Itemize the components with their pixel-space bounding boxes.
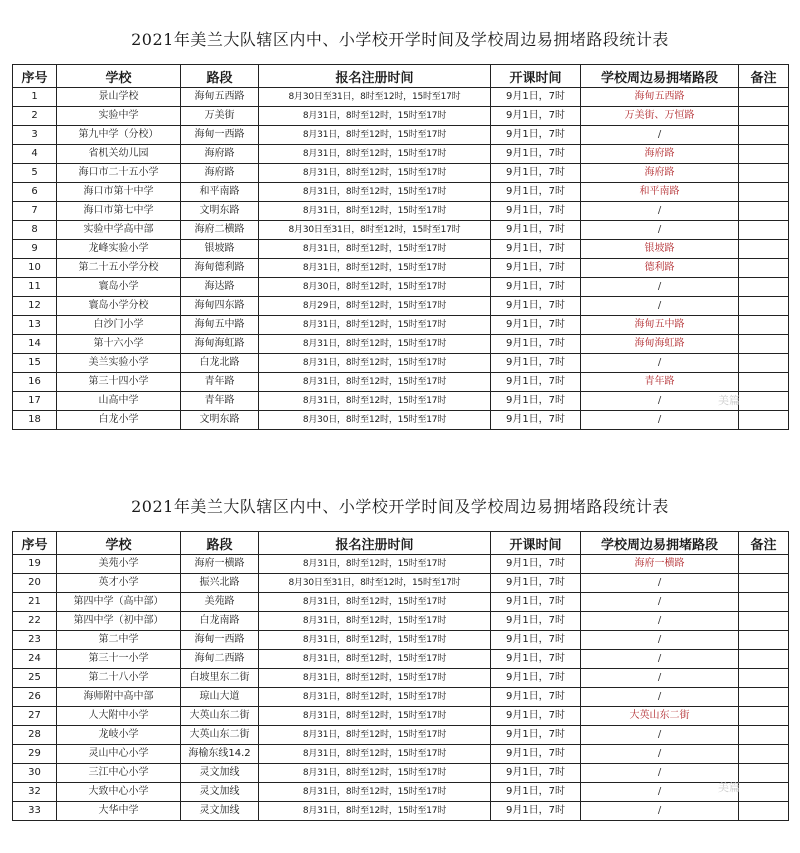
- cell-index: 2: [13, 107, 57, 126]
- cell-school: 英才小学: [57, 574, 181, 593]
- cell-index: 12: [13, 297, 57, 316]
- cell-remarks: [739, 221, 789, 240]
- cell-registration-time: 8月31日，8时至12时，15时至17时: [259, 259, 491, 278]
- cell-class-start: 9月1日，7时: [491, 164, 581, 183]
- cell-remarks: [739, 240, 789, 259]
- cell-class-start: 9月1日，7时: [491, 278, 581, 297]
- cell-congestion-road: /: [581, 802, 739, 821]
- cell-congestion-road: 万美街、万恒路: [581, 107, 739, 126]
- cell-school: 海口市二十五小学: [57, 164, 181, 183]
- table-row: [13, 221, 789, 240]
- cell-congestion-road: /: [581, 612, 739, 631]
- cell-index: 23: [13, 631, 57, 650]
- cell-registration-time: 8月31日，8时至12时，15时至17时: [259, 745, 491, 764]
- cell-registration-time: 8月31日，8时至12时，15时至17时: [259, 392, 491, 411]
- table-row: [13, 373, 789, 392]
- cell-index: 30: [13, 764, 57, 783]
- cell-road: 银坡路: [181, 240, 259, 259]
- cell-registration-time: 8月31日，8时至12时，15时至17时: [259, 650, 491, 669]
- cell-class-start: 9月1日，7时: [491, 764, 581, 783]
- cell-road: 海府路: [181, 145, 259, 164]
- table-row: [13, 726, 789, 745]
- cell-registration-time: 8月31日，8时至12时，15时至17时: [259, 631, 491, 650]
- cell-index: 19: [13, 555, 57, 574]
- cell-congestion-road: /: [581, 726, 739, 745]
- cell-index: 3: [13, 126, 57, 145]
- cell-registration-time: 8月31日，8时至12时，15时至17时: [259, 555, 491, 574]
- cell-registration-time: 8月31日，8时至12时，15时至17时: [259, 183, 491, 202]
- cell-registration-time: 8月31日，8时至12时，15时至17时: [259, 612, 491, 631]
- cell-registration-time: 8月30日至31日，8时至12时，15时至17时: [259, 574, 491, 593]
- cell-school: 省机关幼儿园: [57, 145, 181, 164]
- cell-class-start: 9月1日，7时: [491, 335, 581, 354]
- table-row: [13, 612, 789, 631]
- table-row: [13, 145, 789, 164]
- table-row: [13, 259, 789, 278]
- cell-registration-time: 8月31日，8时至12时，15时至17时: [259, 316, 491, 335]
- cell-index: 17: [13, 392, 57, 411]
- cell-school: 海师附中高中部: [57, 688, 181, 707]
- cell-remarks: [739, 316, 789, 335]
- cell-class-start: 9月1日，7时: [491, 107, 581, 126]
- cell-class-start: 9月1日，7时: [491, 707, 581, 726]
- cell-class-start: 9月1日，7时: [491, 783, 581, 802]
- cell-road: 海甸四东路: [181, 297, 259, 316]
- cell-class-start: 9月1日，7时: [491, 745, 581, 764]
- cell-registration-time: 8月30日至31日，8时至12时，15时至17时: [259, 221, 491, 240]
- cell-index: 27: [13, 707, 57, 726]
- cell-remarks: [739, 373, 789, 392]
- cell-class-start: 9月1日，7时: [491, 688, 581, 707]
- table-row: [13, 278, 789, 297]
- table-2-body: [13, 555, 789, 821]
- cell-road: 和平南路: [181, 183, 259, 202]
- cell-remarks: [739, 707, 789, 726]
- header-school: 学校: [57, 65, 181, 88]
- cell-class-start: 9月1日，7时: [491, 297, 581, 316]
- cell-road: 海达路: [181, 278, 259, 297]
- cell-school: 山高中学: [57, 392, 181, 411]
- cell-class-start: 9月1日，7时: [491, 316, 581, 335]
- cell-school: 寰岛小学: [57, 278, 181, 297]
- cell-road: 万美街: [181, 107, 259, 126]
- table-row: [13, 88, 789, 107]
- cell-index: 18: [13, 411, 57, 430]
- cell-registration-time: 8月31日，8时至12时，15时至17时: [259, 764, 491, 783]
- cell-road: 大英山东二街: [181, 707, 259, 726]
- cell-class-start: 9月1日，7时: [491, 354, 581, 373]
- cell-remarks: [739, 145, 789, 164]
- table-row: [13, 574, 789, 593]
- cell-remarks: [739, 88, 789, 107]
- header-congestion-road: 学校周边易拥堵路段: [581, 65, 739, 88]
- cell-road: 海府路: [181, 164, 259, 183]
- cell-congestion-road: /: [581, 650, 739, 669]
- cell-congestion-road: 大英山东二街: [581, 707, 739, 726]
- cell-index: 32: [13, 783, 57, 802]
- cell-class-start: 9月1日，7时: [491, 373, 581, 392]
- table-row: [13, 335, 789, 354]
- cell-school: 第四中学（初中部）: [57, 612, 181, 631]
- cell-road: 海甸德利路: [181, 259, 259, 278]
- cell-congestion-road: /: [581, 297, 739, 316]
- table-row: [13, 183, 789, 202]
- cell-congestion-road: 海甸五中路: [581, 316, 739, 335]
- cell-congestion-road: 德利路: [581, 259, 739, 278]
- table-row: [13, 707, 789, 726]
- table-row: [13, 240, 789, 259]
- cell-school: 海口市第七中学: [57, 202, 181, 221]
- cell-remarks: [739, 392, 789, 411]
- cell-remarks: [739, 593, 789, 612]
- cell-registration-time: 8月31日，8时至12时，15时至17时: [259, 707, 491, 726]
- cell-congestion-road: /: [581, 745, 739, 764]
- cell-school: 大致中心小学: [57, 783, 181, 802]
- cell-road: 琼山大道: [181, 688, 259, 707]
- table-row: [13, 297, 789, 316]
- school-table-2: [12, 531, 789, 821]
- cell-index: 16: [13, 373, 57, 392]
- cell-index: 10: [13, 259, 57, 278]
- cell-index: 20: [13, 574, 57, 593]
- cell-congestion-road: 海府路: [581, 164, 739, 183]
- cell-remarks: [739, 107, 789, 126]
- header-remarks: 备注: [739, 532, 789, 555]
- header-road: 路段: [181, 532, 259, 555]
- cell-road: 海甸一西路: [181, 631, 259, 650]
- cell-road: 白坡里东二街: [181, 669, 259, 688]
- cell-remarks: [739, 164, 789, 183]
- watermark-1: 美篇: [718, 394, 740, 407]
- header-remarks: 备注: [739, 65, 789, 88]
- cell-road: 灵文加线: [181, 764, 259, 783]
- cell-road: 青年路: [181, 373, 259, 392]
- table-row: [13, 783, 789, 802]
- table-row: [13, 669, 789, 688]
- cell-remarks: [739, 631, 789, 650]
- cell-index: 8: [13, 221, 57, 240]
- header-registration-time: 报名注册时间: [259, 532, 491, 555]
- cell-congestion-road: /: [581, 354, 739, 373]
- cell-index: 26: [13, 688, 57, 707]
- table-row: [13, 354, 789, 373]
- cell-school: 第三十一小学: [57, 650, 181, 669]
- cell-registration-time: 8月31日，8时至12时，15时至17时: [259, 107, 491, 126]
- cell-registration-time: 8月31日，8时至12时，15时至17时: [259, 145, 491, 164]
- cell-index: 13: [13, 316, 57, 335]
- header-index: 序号: [13, 532, 57, 555]
- cell-index: 33: [13, 802, 57, 821]
- table-1-title: 2021年美兰大队辖区内中、小学校开学时间及学校周边易拥堵路段统计表: [131, 30, 669, 49]
- cell-school: 实验中学高中部: [57, 221, 181, 240]
- cell-road: 海甸一西路: [181, 126, 259, 145]
- cell-road: 海甸二西路: [181, 650, 259, 669]
- cell-class-start: 9月1日，7时: [491, 555, 581, 574]
- cell-index: 15: [13, 354, 57, 373]
- cell-congestion-road: 银坡路: [581, 240, 739, 259]
- cell-road: 灵文加线: [181, 783, 259, 802]
- cell-class-start: 9月1日，7时: [491, 392, 581, 411]
- cell-registration-time: 8月30日，8时至12时，15时至17时: [259, 278, 491, 297]
- cell-congestion-road: /: [581, 202, 739, 221]
- cell-class-start: 9月1日，7时: [491, 612, 581, 631]
- cell-school: 白龙小学: [57, 411, 181, 430]
- table-row: [13, 316, 789, 335]
- table-row: [13, 555, 789, 574]
- table-row: [13, 126, 789, 145]
- cell-index: 24: [13, 650, 57, 669]
- cell-remarks: [739, 669, 789, 688]
- table-row: [13, 411, 789, 430]
- cell-congestion-road: 海甸五西路: [581, 88, 739, 107]
- table-row: [13, 764, 789, 783]
- cell-index: 4: [13, 145, 57, 164]
- table-row: [13, 107, 789, 126]
- cell-registration-time: 8月31日，8时至12时，15时至17时: [259, 164, 491, 183]
- cell-index: 28: [13, 726, 57, 745]
- cell-index: 9: [13, 240, 57, 259]
- cell-congestion-road: 和平南路: [581, 183, 739, 202]
- cell-school: 第九中学（分校）: [57, 126, 181, 145]
- cell-school: 美苑小学: [57, 555, 181, 574]
- cell-index: 14: [13, 335, 57, 354]
- cell-registration-time: 8月31日，8时至12时，15时至17时: [259, 126, 491, 145]
- cell-road: 海甸海虹路: [181, 335, 259, 354]
- cell-congestion-road: 海府路: [581, 145, 739, 164]
- cell-school: 大华中学: [57, 802, 181, 821]
- cell-remarks: [739, 335, 789, 354]
- table-row: [13, 745, 789, 764]
- cell-index: 11: [13, 278, 57, 297]
- cell-index: 21: [13, 593, 57, 612]
- school-table-1: [12, 64, 789, 430]
- cell-registration-time: 8月31日，8时至12时，15时至17时: [259, 802, 491, 821]
- header-registration-time: 报名注册时间: [259, 65, 491, 88]
- header-class-start: 开课时间: [491, 532, 581, 555]
- cell-road: 文明东路: [181, 411, 259, 430]
- cell-remarks: [739, 202, 789, 221]
- cell-remarks: [739, 764, 789, 783]
- cell-congestion-road: /: [581, 221, 739, 240]
- cell-registration-time: 8月31日，8时至12时，15时至17时: [259, 202, 491, 221]
- cell-congestion-road: 海府一横路: [581, 555, 739, 574]
- cell-remarks: [739, 688, 789, 707]
- cell-congestion-road: /: [581, 411, 739, 430]
- cell-registration-time: 8月30日，8时至12时，15时至17时: [259, 411, 491, 430]
- cell-class-start: 9月1日，7时: [491, 126, 581, 145]
- cell-remarks: [739, 745, 789, 764]
- cell-road: 文明东路: [181, 202, 259, 221]
- cell-school: 寰岛小学分校: [57, 297, 181, 316]
- cell-congestion-road: /: [581, 783, 739, 802]
- header-road: 路段: [181, 65, 259, 88]
- table-row: [13, 688, 789, 707]
- cell-remarks: [739, 650, 789, 669]
- cell-class-start: 9月1日，7时: [491, 183, 581, 202]
- cell-index: 22: [13, 612, 57, 631]
- cell-school: 龙岐小学: [57, 726, 181, 745]
- cell-road: 海甸五中路: [181, 316, 259, 335]
- cell-congestion-road: /: [581, 392, 739, 411]
- cell-road: 白龙北路: [181, 354, 259, 373]
- cell-school: 美兰实验小学: [57, 354, 181, 373]
- cell-congestion-road: /: [581, 669, 739, 688]
- cell-class-start: 9月1日，7时: [491, 574, 581, 593]
- cell-index: 6: [13, 183, 57, 202]
- cell-remarks: [739, 354, 789, 373]
- cell-school: 实验中学: [57, 107, 181, 126]
- cell-road: 海榆东线14.2: [181, 745, 259, 764]
- cell-remarks: [739, 183, 789, 202]
- table-row: [13, 802, 789, 821]
- cell-congestion-road: /: [581, 631, 739, 650]
- cell-class-start: 9月1日，7时: [491, 259, 581, 278]
- cell-congestion-road: /: [581, 688, 739, 707]
- cell-registration-time: 8月31日，8时至12时，15时至17时: [259, 688, 491, 707]
- cell-school: 第三十四小学: [57, 373, 181, 392]
- cell-remarks: [739, 126, 789, 145]
- cell-school: 第四中学（高中部）: [57, 593, 181, 612]
- table-row: [13, 631, 789, 650]
- cell-class-start: 9月1日，7时: [491, 240, 581, 259]
- cell-school: 海口市第十中学: [57, 183, 181, 202]
- cell-school: 三江中心小学: [57, 764, 181, 783]
- cell-registration-time: 8月30日至31日，8时至12时，15时至17时: [259, 88, 491, 107]
- cell-index: 25: [13, 669, 57, 688]
- table-row: [13, 164, 789, 183]
- cell-school: 第二十八小学: [57, 669, 181, 688]
- cell-road: 大英山东二街: [181, 726, 259, 745]
- cell-remarks: [739, 555, 789, 574]
- cell-congestion-road: /: [581, 593, 739, 612]
- cell-class-start: 9月1日，7时: [491, 669, 581, 688]
- cell-school: 白沙门小学: [57, 316, 181, 335]
- cell-class-start: 9月1日，7时: [491, 650, 581, 669]
- cell-school: 景山学校: [57, 88, 181, 107]
- header-school: 学校: [57, 532, 181, 555]
- cell-school: 龙峰实验小学: [57, 240, 181, 259]
- cell-class-start: 9月1日，7时: [491, 411, 581, 430]
- cell-road: 海府一横路: [181, 555, 259, 574]
- cell-registration-time: 8月31日，8时至12时，15时至17时: [259, 335, 491, 354]
- cell-class-start: 9月1日，7时: [491, 202, 581, 221]
- cell-class-start: 9月1日，7时: [491, 802, 581, 821]
- cell-remarks: [739, 802, 789, 821]
- cell-remarks: [739, 259, 789, 278]
- cell-registration-time: 8月31日，8时至12时，15时至17时: [259, 373, 491, 392]
- header-row: [13, 532, 789, 555]
- cell-road: 青年路: [181, 392, 259, 411]
- cell-school: 第二十五小学分校: [57, 259, 181, 278]
- cell-road: 振兴北路: [181, 574, 259, 593]
- cell-remarks: [739, 726, 789, 745]
- cell-registration-time: 8月31日，8时至12时，15时至17时: [259, 783, 491, 802]
- table-row: [13, 392, 789, 411]
- cell-road: 白龙南路: [181, 612, 259, 631]
- cell-road: 灵文加线: [181, 802, 259, 821]
- cell-registration-time: 8月31日，8时至12时，15时至17时: [259, 726, 491, 745]
- cell-class-start: 9月1日，7时: [491, 221, 581, 240]
- header-row: [13, 65, 789, 88]
- cell-registration-time: 8月31日，8时至12时，15时至17时: [259, 240, 491, 259]
- header-index: 序号: [13, 65, 57, 88]
- cell-road: 美苑路: [181, 593, 259, 612]
- cell-index: 29: [13, 745, 57, 764]
- table-row: [13, 202, 789, 221]
- table-row: [13, 650, 789, 669]
- cell-remarks: [739, 411, 789, 430]
- cell-congestion-road: /: [581, 574, 739, 593]
- cell-class-start: 9月1日，7时: [491, 145, 581, 164]
- table-1-body: [13, 88, 789, 430]
- cell-school: 人大附中小学: [57, 707, 181, 726]
- cell-registration-time: 8月31日，8时至12时，15时至17时: [259, 354, 491, 373]
- cell-congestion-road: /: [581, 278, 739, 297]
- cell-registration-time: 8月31日，8时至12时，15时至17时: [259, 593, 491, 612]
- cell-registration-time: 8月29日，8时至12时，15时至17时: [259, 297, 491, 316]
- cell-index: 1: [13, 88, 57, 107]
- cell-index: 7: [13, 202, 57, 221]
- table-row: [13, 593, 789, 612]
- header-congestion-road: 学校周边易拥堵路段: [581, 532, 739, 555]
- cell-school: 灵山中心小学: [57, 745, 181, 764]
- table-2-title: 2021年美兰大队辖区内中、小学校开学时间及学校周边易拥堵路段统计表: [131, 497, 669, 516]
- cell-class-start: 9月1日，7时: [491, 593, 581, 612]
- cell-school: 第十六小学: [57, 335, 181, 354]
- cell-class-start: 9月1日，7时: [491, 88, 581, 107]
- cell-remarks: [739, 783, 789, 802]
- cell-school: 第二中学: [57, 631, 181, 650]
- cell-class-start: 9月1日，7时: [491, 726, 581, 745]
- cell-remarks: [739, 612, 789, 631]
- cell-congestion-road: /: [581, 764, 739, 783]
- cell-class-start: 9月1日，7时: [491, 631, 581, 650]
- cell-congestion-road: 青年路: [581, 373, 739, 392]
- cell-congestion-road: /: [581, 126, 739, 145]
- cell-road: 海甸五西路: [181, 88, 259, 107]
- cell-registration-time: 8月31日，8时至12时，15时至17时: [259, 669, 491, 688]
- cell-remarks: [739, 574, 789, 593]
- header-class-start: 开课时间: [491, 65, 581, 88]
- cell-remarks: [739, 297, 789, 316]
- watermark-2: 美篇: [718, 781, 740, 794]
- cell-road: 海府二横路: [181, 221, 259, 240]
- cell-remarks: [739, 278, 789, 297]
- cell-congestion-road: 海甸海虹路: [581, 335, 739, 354]
- cell-index: 5: [13, 164, 57, 183]
